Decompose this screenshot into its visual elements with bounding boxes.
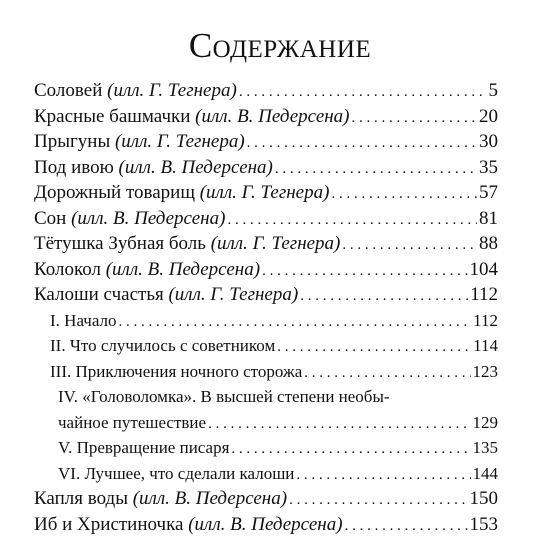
page-title: Содержание	[188, 26, 372, 65]
entry-page-number: 129	[472, 412, 498, 432]
dot-leader	[247, 131, 477, 157]
toc-list	[34, 78, 498, 537]
dot-leader	[275, 157, 477, 183]
toc-subentry[interactable]	[34, 308, 498, 334]
subentry-title: II. Что случилось с советником	[50, 336, 276, 355]
dot-leader	[352, 106, 477, 132]
entry-page-number: 35	[479, 156, 498, 178]
entry-illustrator: (илл. Г. Тегнера)	[168, 284, 299, 305]
subentry-title: III. Приключения ночного сторожа	[50, 361, 303, 381]
entry-page-number: 150	[469, 488, 498, 509]
entry-title: Дорожный товарищ	[34, 182, 195, 203]
entry-title: Тётушка Зубная боль	[34, 233, 206, 254]
entry-title: Колокол	[34, 258, 101, 280]
entry-title: Соловей	[34, 80, 103, 101]
entry-title: Прыгуны	[34, 131, 111, 152]
entry-title: Капля воды	[34, 488, 128, 509]
entry-illustrator: (илл. В. Педерсена)	[188, 513, 343, 535]
toc-entry[interactable]	[34, 231, 498, 257]
entry-illustrator: (илл. В. Педерсена)	[71, 207, 226, 229]
entry-illustrator: (илл. Г. Тегнера)	[107, 80, 237, 101]
subentry-title: I. Начало	[50, 310, 117, 330]
subentry-title: VI. Лучшее, что сделали калоши	[58, 463, 295, 483]
entry-page-number: 114	[473, 336, 498, 355]
dot-leader	[208, 412, 470, 438]
entry-page-number: 135	[472, 438, 498, 457]
toc-entry[interactable]	[34, 155, 498, 181]
dot-leader	[231, 437, 470, 463]
entry-title: Сон	[34, 207, 67, 229]
entry-page-number: 112	[473, 310, 498, 330]
dot-leader	[277, 335, 471, 361]
entry-illustrator: (илл. В. Педерсена)	[195, 105, 350, 127]
entry-illustrator: (илл. В. Педерсена)	[118, 156, 273, 178]
dot-leader	[119, 310, 472, 336]
toc-entry[interactable]	[34, 512, 498, 538]
toc-entry[interactable]	[34, 180, 498, 206]
entry-page-number: 81	[479, 207, 498, 229]
toc-subentry-continuation[interactable]	[34, 410, 498, 436]
entry-page-number: 153	[469, 513, 498, 535]
dot-leader	[342, 233, 477, 259]
entry-page-number: 144	[472, 463, 498, 483]
subentry-title: чайное путешествие	[58, 412, 207, 432]
toc-subentry[interactable]	[34, 461, 498, 487]
dot-leader	[331, 182, 477, 208]
toc-entry[interactable]	[34, 206, 498, 232]
dot-leader	[296, 463, 470, 489]
toc-entry[interactable]	[34, 282, 498, 308]
entry-title: Красные башмачки	[34, 105, 191, 127]
dot-leader	[304, 361, 470, 387]
toc-entry[interactable]	[34, 78, 498, 104]
entry-page-number: 112	[470, 284, 498, 305]
toc-entry[interactable]	[34, 257, 498, 283]
toc-entry[interactable]	[34, 129, 498, 155]
toc-subentry[interactable]	[34, 384, 498, 410]
subentry-title: IV. «Головоломка». В высшей степени необы-	[58, 387, 390, 406]
toc-subentry[interactable]	[34, 359, 498, 385]
entry-title: Калоши счастья	[34, 284, 164, 305]
toc-subentry[interactable]	[34, 435, 498, 461]
entry-page-number: 104	[469, 258, 498, 280]
entry-title: Иб и Христиночка	[34, 513, 184, 535]
subentry-title: V. Превращение писаря	[58, 438, 230, 457]
dot-leader	[239, 80, 487, 106]
entry-page-number: 88	[479, 233, 498, 254]
entry-illustrator: (илл. Г. Тегнера)	[114, 131, 245, 152]
entry-page-number: 57	[479, 182, 498, 203]
toc-entry[interactable]	[34, 104, 498, 130]
toc-entry[interactable]	[34, 486, 498, 512]
entry-page-number: 123	[472, 361, 498, 381]
entry-page-number: 30	[479, 131, 498, 152]
entry-title: Под ивою	[34, 156, 114, 178]
entry-illustrator: (илл. В. Педерсена)	[105, 258, 261, 280]
dot-leader	[345, 514, 468, 540]
entry-page-number: 20	[479, 105, 498, 127]
dot-leader	[289, 488, 467, 514]
toc-subentry[interactable]	[34, 333, 498, 359]
entry-page-number: 5	[488, 80, 498, 101]
dot-leader	[300, 284, 468, 310]
entry-illustrator: (илл. Г. Тегнера)	[210, 233, 341, 254]
entry-illustrator: (илл. Г. Тегнера)	[199, 182, 330, 203]
dot-leader	[262, 259, 467, 285]
entry-illustrator: (илл. В. Педерсена)	[132, 488, 288, 509]
dot-leader	[227, 208, 477, 234]
